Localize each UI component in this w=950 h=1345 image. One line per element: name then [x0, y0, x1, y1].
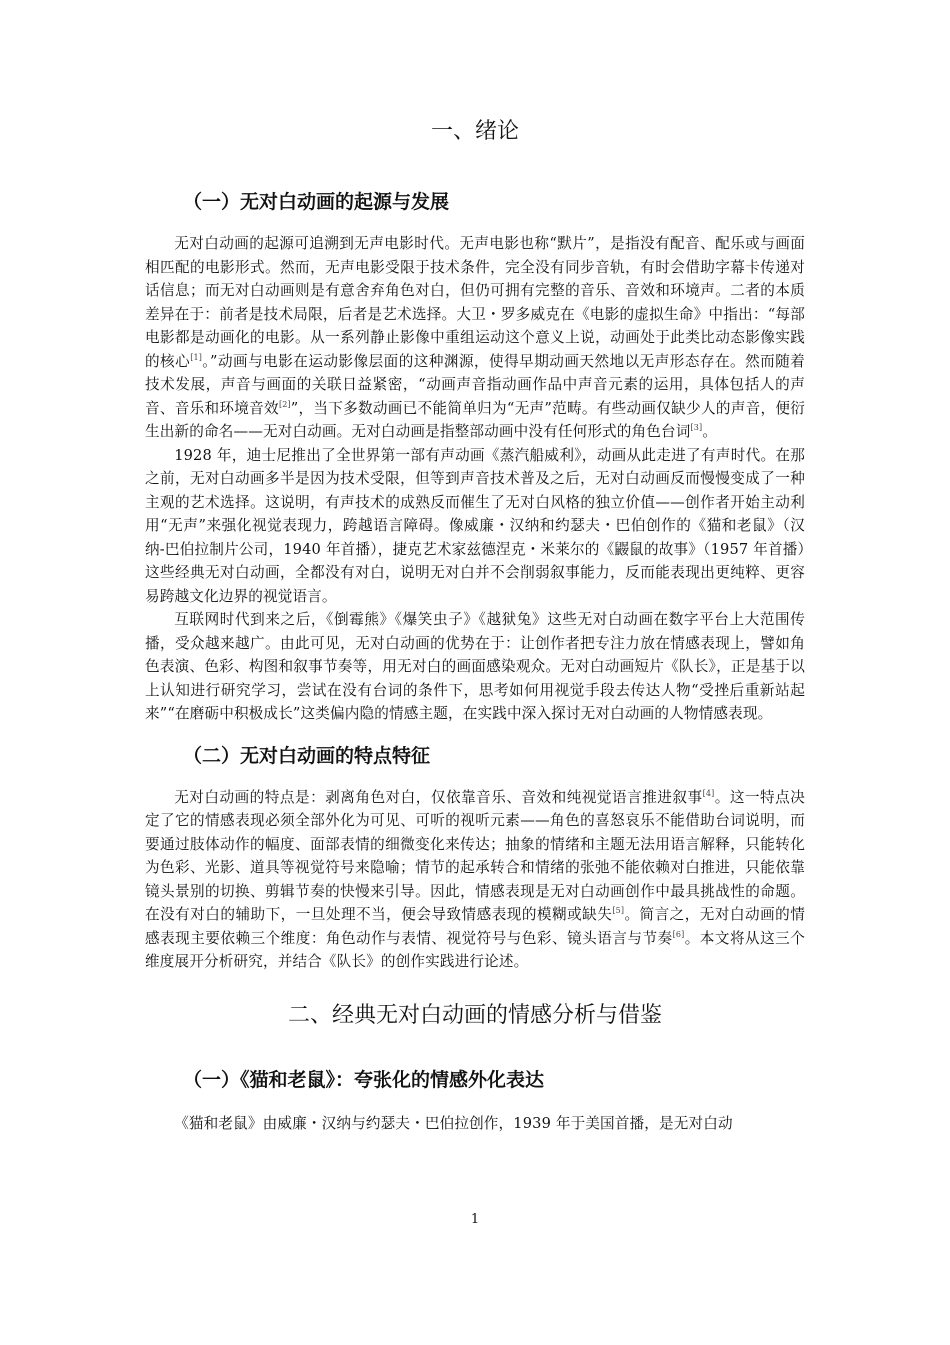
section-title-origin: （一）无对白动画的起源与发展: [183, 191, 450, 213]
citation-4: [4]: [702, 788, 715, 798]
citation-6: [6]: [672, 929, 685, 939]
chapter-title-introduction: 一、绪论: [430, 119, 519, 144]
text-run: ”，当下多数动画已不能简单归为“无声”范畴。有些动画仅缺少人的声音，便衍生出新的命名——无对白动画。无对白动画是指整部动画中没有任何形式的角色台词: [145, 399, 805, 440]
citation-3: [3]: [690, 423, 703, 432]
text-run: 。简言之，无对白动画的情感表现主要依赖三个维度：角色动作与表情、视觉符号与色彩、镜头语言与节奏: [145, 906, 805, 947]
text-run: 。本文将从这三个维度展开分析研究，并结合《队长》的创作实践进行论述。: [145, 929, 805, 970]
paragraph-origin-3: 互联网时代到来之后，《倒霉熊》《爆笑虫子》《越狱兔》这些无对白动画在数字平台上大范围传播，受众越来越广。由此可见，无对白动画的优势在于：让创作者把专注力放在情感表现上，譬如角色表演、色彩、构图和叙事节奏等，用无对白的画面感染观众。无对白动画短片《队长》，正是基于以上认知进行研究学习，尝试在没有台词的条件下，思考如何用视觉手段去传达人物“受挫后重新站起来”“在磨砺中积极成长”这类偏内隐的情感主题，在实践中深入探讨无对白动画的人物情感表现。: [145, 611, 805, 722]
citation-5: [5]: [612, 906, 625, 915]
paragraph-origin-1: [145, 232, 805, 444]
section-title-features: （二）无对白动画的特点特征: [183, 744, 431, 767]
text-run: 。”动画与电影在运动影像层面的这种渊源，使得早期动画天然地以无声形态存在。然而随着技术发展，声音与画面的关联日益紧密，“动画声音指动画作品中声音元素的运用，具体包括人的声音、音乐和环境音效: [145, 352, 805, 417]
text-run: 无对白动画的特点是：剥离角色对白，仅依靠音乐、音效和纯视觉语言推进叙事: [174, 788, 703, 806]
paragraph-tom-and-jerry-1: 《猫和老鼠》由威廉・汉纳与约瑟夫・巴伯拉创作，1939 年于美国首播，是无对白动: [174, 1114, 733, 1132]
citation-1: [1]: [190, 352, 202, 362]
paragraph-origin-2: 1928 年，迪士尼推出了全世界第一部有声动画《蒸汽船威利》，动画从此走进了有声时代。在那之前，无对白动画多半是因为技术受限，但等到声音技术普及之后，无对白动画反而慢慢变成了一种主观的艺术选择。这说明，有声技术的成熟反而催生了无对白风格的独立价值——创作者开始主动利用“无声”来强化视觉表现力，跨越语言障碍。像威廉・汉纳和约瑟夫・巴伯创作的《猫和老鼠》（汉纳-巴伯拉制片公司，1940 年首播），捷克艺术家兹德涅克・米莱尔的《鼹鼠的故事》（1957 年首播）这些经典无对白动画，全都没有对白，说明无对白并不会削弱叙事能力，反而能表现出更纯粹、更容易跨越文化边界的视觉语言。: [145, 446, 805, 605]
paragraph-features-1: [145, 786, 805, 974]
text-run: 。这一特点决定了它的情感表现必须全部外化为可见、可听的视听元素——角色的喜怒哀乐不能借助台词说明，而要通过肢体动作的幅度、面部表情的细微变化来传达；抽象的情绪和主题无法用语言解释，只能转化为色彩、光影、道具等视觉符号来隐喻；情节的起承转合和情绪的张弛不能依赖对白推进，只能依靠镜头景别的切换、剪辑节奏的快慢来引导。因此，情感表现是无对白动画创作中最具挑战性的命题。在没有对白的辅助下，一旦处理不当，便会导致情感表现的模糊或缺失: [145, 788, 805, 923]
text-run: 。: [702, 423, 718, 440]
section-title-tom-and-jerry: （一）《猫和老鼠》：夸张化的情感外化表达: [183, 1068, 545, 1091]
text-run: 无对白动画的起源可追溯到无声电影时代。无声电影也称“默片”，是指没有配音、配乐或与画面相匹配的电影形式。然而，无声电影受限于技术条件，完全没有同步音轨，有时会借助字幕卡传递对话信息；而无对白动画则是有意舍弃角色对白，但仍可拥有完整的音乐、音效和环境声。二者的本质差异在于：前者是技术局限，后者是艺术选择。大卫・罗多威克在《电影的虚拟生命》中指出：“每部电影都是动画化的电影。从一系列静止影像中重组运动这个意义上说，动画处于此类比动态影像实践的核心: [145, 235, 805, 370]
citation-2: [2]: [278, 399, 291, 409]
chapter-title-analysis: 二、经典无对白动画的情感分析与借鉴: [287, 1002, 662, 1028]
page-number: 1: [470, 1212, 480, 1227]
page-content: [145, 112, 805, 1135]
